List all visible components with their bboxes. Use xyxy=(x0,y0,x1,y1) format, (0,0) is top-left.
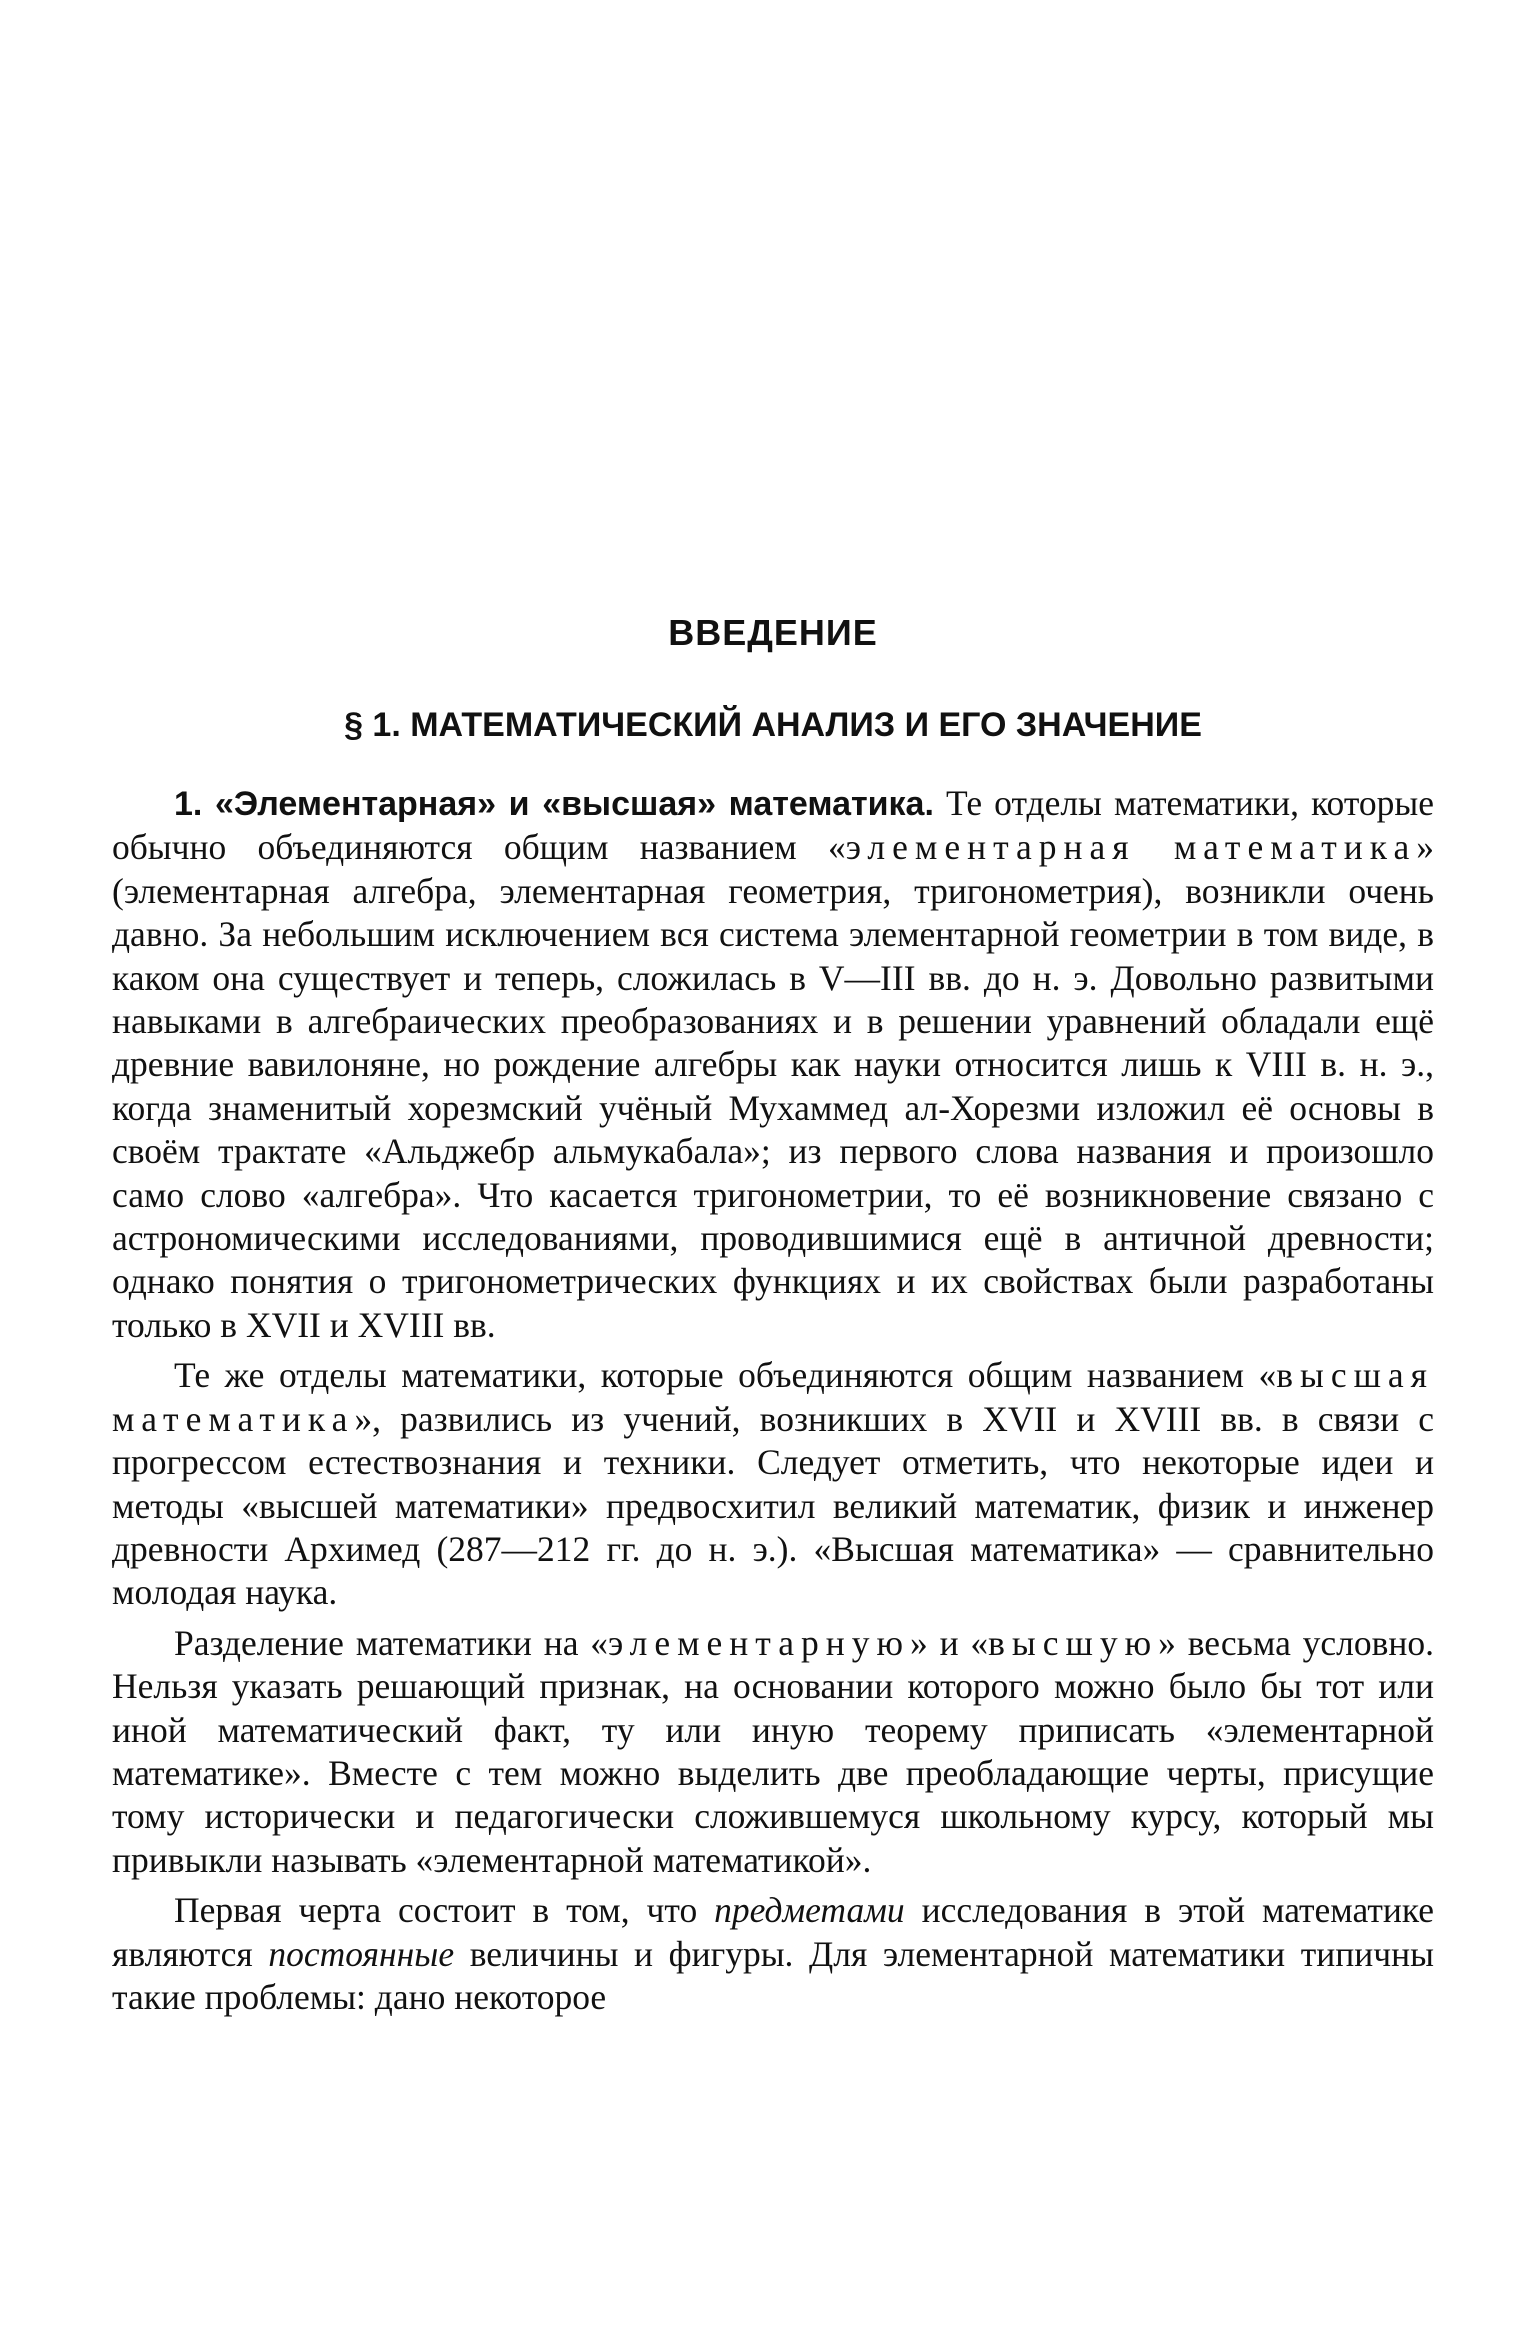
subsection-heading: 1. «Элементарная» и «высшая» математика. xyxy=(174,785,934,823)
section-title: § 1. МАТЕМАТИЧЕСКИЙ АНАЛИЗ И ЕГО ЗНАЧЕНИЕ xyxy=(344,706,1202,744)
text-run: », развились из учений, возникших в XVII и XVIII вв. в связи с прогрессом естествознания и техники. Следует отметить, что некоторые идеи и методы «высшей математики» предвосхитил великий математик, физик и инженер древности Архимед (287—212 гг. до н. э.). «Высшая математика» — сравнительно молодая наука. xyxy=(112,1398,1434,1613)
spaced-term: высшую xyxy=(988,1622,1159,1663)
book-page xyxy=(112,0,1434,2335)
spaced-term: высшая математика xyxy=(112,1355,1434,1439)
italic-term: предметами xyxy=(714,1890,905,1931)
text-run: исследования в этой математике являются xyxy=(112,1890,1434,1974)
italic-term: постоянные xyxy=(268,1933,455,1974)
spaced-term: элементарную xyxy=(608,1622,911,1663)
text-run: » и « xyxy=(910,1622,989,1663)
text-run: » весьма условно. Нельзя указать решающий признак, на основании которого можно было бы тот или иной математический факт, ту или иную теорему приписать «элементарной математике». Вместе с тем можно выделить две преобладающие черты, присущие тому исторически и педагогически сложившемуся школьному курсу, который мы привыкли называть «элементарной математикой». xyxy=(112,1622,1434,1880)
paragraph-2 xyxy=(112,1354,1434,1614)
body-text xyxy=(112,782,1434,2026)
text-run: Первая черта состоит в том, что xyxy=(174,1890,715,1931)
paragraph-3 xyxy=(112,1622,1434,1882)
chapter-title: ВВЕДЕНИЕ xyxy=(668,612,878,653)
text-run: величины и фигуры. Для элементарной математики типичны такие проблемы: дано некоторое xyxy=(112,1933,1434,2017)
spaced-term: элементарная математика xyxy=(845,827,1417,868)
text-run: Те же отделы математики, которые объединяются общим названием « xyxy=(174,1355,1277,1396)
text-run: Те отделы математики, которые обычно объединяются общим названием « xyxy=(112,783,1434,868)
paragraph-4 xyxy=(112,1889,1434,2019)
text-run: » (элементарная алгебра, элементарная геометрия, тригонометрия), возникли очень давно. За небольшим исключением вся система элементарной геометрии в том виде, в каком она существует и теперь, сложилась в V—III вв. до н. э. Довольно развитыми навыками в алгебраических преобразованиях и в решении уравнений обладали ещё древние вавилоняне, но рождение алгебры как науки относится лишь к VIII в. н. э., когда знаменитый хорезмский учёный Мухаммед ал-Хорезми изложил её основы в своём трактате «Альджебр альмукабала»; из первого слова названия и произошло само слово «алгебра». Что касается тригонометрии, то её возникновение связано с астрономическими исследованиями, проводившимися ещё в античной древности; однако понятия о тригонометрических функциях и их свойствах были разработаны только в XVII и XVIII вв. xyxy=(112,827,1434,1345)
text-run: Разделение математики на « xyxy=(174,1622,609,1663)
paragraph-1 xyxy=(112,782,1434,1347)
